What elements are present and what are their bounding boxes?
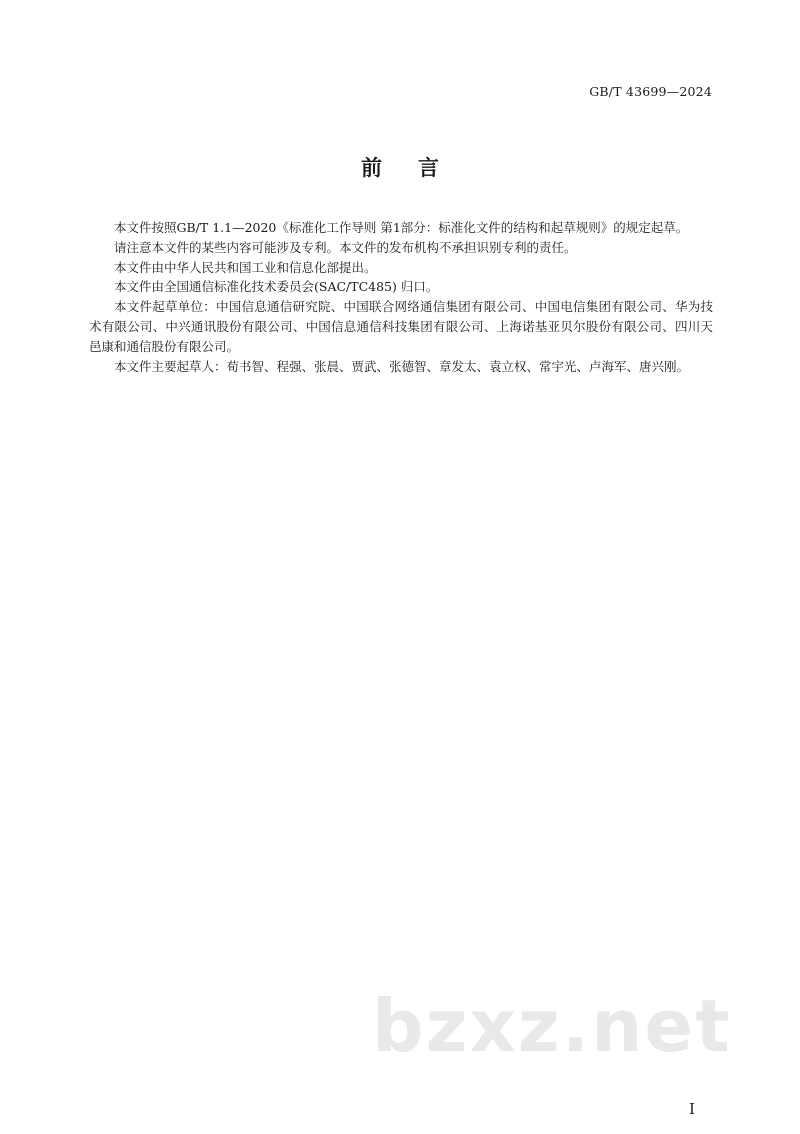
paragraph-drafters: 本文件主要起草人：荀书智、程强、张晨、贾武、张德智、章发太、袁立权、常宇光、卢海军、唐兴刚。 (114, 358, 690, 374)
paragraph-patent-notice: 请注意本文件的某些内容可能涉及专利。本文件的发布机构不承担识别专利的责任。 (114, 239, 577, 255)
paragraph-drafting-rules: 本文件按照GB/T 1.1—2020《标准化工作导则 第1部分：标准化文件的结构和起草规则》的规定起草。 (114, 220, 689, 235)
paragraph-proposed-by: 本文件由中华人民共和国工业和信息化部提出。 (114, 259, 377, 275)
watermark-text: bzxz.net (372, 984, 732, 1068)
paragraph-administered-by: 本文件由全国通信标准化技术委员会(SAC/TC485) 归口。 (114, 279, 439, 295)
watermark-logo (372, 984, 732, 1068)
foreword-body (89, 218, 713, 376)
standard-code: GB/T 43699—2024 (589, 84, 712, 99)
page-number: I (689, 1100, 695, 1118)
page-title: 前言 (361, 156, 475, 180)
paragraph-drafting-organizations: 本文件起草单位：中国信息通信研究院、中国联合网络通信集团有限公司、中国电信集团有限公司、华为技术有限公司、中兴通讯股份有限公司、中国信息通信科技集团有限公司、上海诺基亚贝尔股份有限公司、四川天邑康和通信股份有限公司。 (89, 299, 713, 354)
